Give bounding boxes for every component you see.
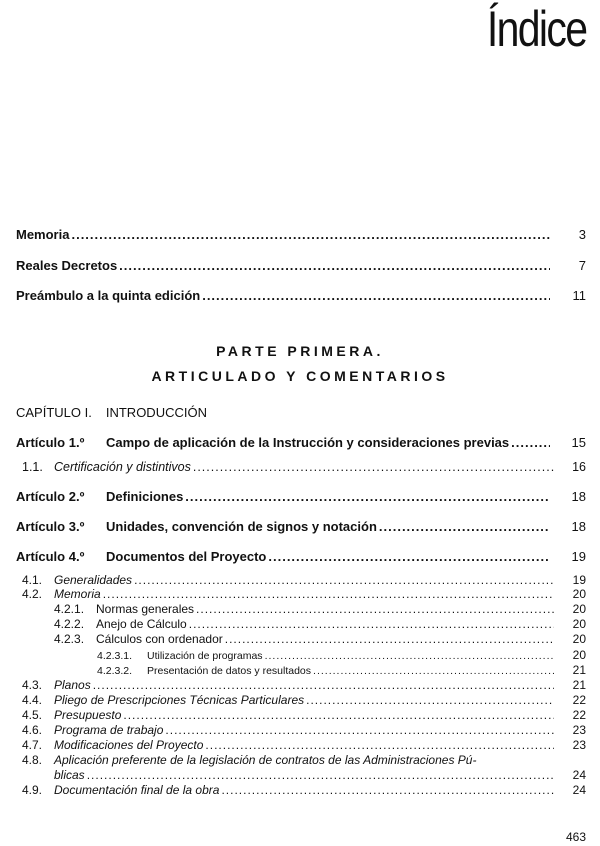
dot-leader [87, 768, 554, 782]
toc-section-4-7[interactable] [22, 738, 586, 752]
section-label [22, 738, 203, 752]
dot-leader [123, 708, 554, 722]
article-label [16, 435, 509, 450]
dot-leader [306, 693, 554, 707]
section-title: Utilización de programas [147, 650, 263, 662]
entry-page: 21 [572, 678, 586, 692]
section-label [22, 783, 219, 797]
toc-section-4-3[interactable] [22, 678, 586, 692]
section-label [22, 723, 163, 737]
toc-section-4-2-3[interactable] [54, 632, 586, 646]
toc-entry-preambulo[interactable] [16, 288, 586, 303]
entry-page: 22 [572, 708, 586, 722]
dot-leader [165, 723, 554, 737]
dot-leader [379, 519, 550, 534]
section-title: Aplicación preferente de la legislación de contratos de las Administraciones Pú- [54, 753, 477, 767]
dot-leader [193, 460, 554, 474]
chapter-number: CAPÍTULO I. [16, 405, 92, 420]
article-label [16, 549, 266, 564]
article-title: Unidades, convención de signos y notación [106, 519, 377, 534]
section-number: 4.2.3.2. [97, 665, 133, 677]
section-title: Cálculos con ordenador [96, 632, 223, 646]
entry-label: Memoria [16, 227, 70, 242]
dot-leader [134, 573, 554, 587]
section-label [54, 617, 187, 631]
section-title: Programa de trabajo [54, 723, 164, 737]
section-number: 4.3. [22, 678, 43, 692]
entry-page: 23 [572, 723, 586, 737]
section-label [22, 753, 476, 767]
toc-section-4-6[interactable] [22, 723, 586, 737]
toc-section-1-1[interactable] [22, 460, 586, 474]
section-title: Pliego de Prescripciones Técnicas Particulares [54, 693, 305, 707]
entry-page: 19 [571, 549, 586, 564]
section-number: 4.2.2. [54, 617, 85, 631]
entry-page: 16 [572, 460, 586, 474]
section-label [97, 650, 263, 662]
dot-leader [189, 617, 554, 631]
chapter-heading [16, 405, 207, 420]
entry-page: 19 [572, 573, 586, 587]
section-number: 4.6. [22, 723, 43, 737]
section-title: Presupuesto [54, 708, 122, 722]
section-number: 4.8. [22, 753, 43, 767]
section-label [22, 573, 132, 587]
toc-section-4-9[interactable] [22, 783, 586, 797]
toc-section-4-2[interactable] [22, 587, 586, 601]
entry-page: 24 [572, 783, 586, 797]
article-label [16, 489, 183, 504]
dot-leader [93, 678, 554, 692]
entry-page: 7 [578, 258, 586, 273]
section-title: Modificaciones del Proyecto [54, 738, 204, 752]
section-title: Documentación final de la obra [54, 783, 220, 797]
article-title: Documentos del Proyecto [106, 549, 267, 564]
entry-label: Reales Decretos [16, 258, 118, 273]
section-title: Planos [54, 678, 91, 692]
article-number: Artículo 1.º [16, 435, 85, 450]
section-number: 4.7. [22, 738, 43, 752]
entry-page: 15 [571, 435, 586, 450]
toc-section-4-4[interactable] [22, 693, 586, 707]
toc-article-4[interactable] [16, 549, 586, 564]
section-title: Certificación y distintivos [54, 460, 191, 474]
entry-page: 20 [572, 648, 586, 662]
section-title: Anejo de Cálculo [96, 617, 187, 631]
article-number: Artículo 4.º [16, 549, 85, 564]
section-label [54, 602, 194, 616]
entry-page: 24 [572, 768, 586, 782]
dot-leader [225, 632, 554, 646]
section-number: 4.4. [22, 693, 43, 707]
section-number: 4.9. [22, 783, 43, 797]
toc-section-4-8-line2[interactable] [54, 768, 586, 782]
entry-page: 20 [572, 602, 586, 616]
section-number: 4.2.3.1. [97, 650, 133, 662]
dot-leader [202, 288, 550, 303]
entry-page: 11 [572, 288, 586, 303]
section-title-continued: blicas [54, 768, 85, 782]
dot-leader [103, 587, 554, 601]
toc-article-1[interactable] [16, 435, 586, 450]
section-label [97, 665, 311, 677]
toc-section-4-5[interactable] [22, 708, 586, 722]
article-number: Artículo 2.º [16, 489, 85, 504]
article-number: Artículo 3.º [16, 519, 85, 534]
entry-label: Preámbulo a la quinta edición [16, 288, 201, 303]
toc-section-4-2-3-2[interactable] [97, 663, 586, 677]
toc-section-4-2-1[interactable] [54, 602, 586, 616]
section-number: 4.2.1. [54, 602, 85, 616]
dot-leader [265, 650, 554, 662]
section-number: 1.1. [22, 460, 43, 474]
dot-leader [119, 258, 550, 273]
part-subheading: ARTICULADO Y COMENTARIOS [151, 368, 449, 384]
dot-leader [71, 227, 550, 242]
toc-section-4-1[interactable] [22, 573, 586, 587]
section-number: 4.5. [22, 708, 43, 722]
page-number: 463 [565, 830, 586, 844]
dot-leader [221, 783, 554, 797]
section-label [22, 678, 91, 692]
section-number: 4.1. [22, 573, 43, 587]
section-label [22, 460, 191, 474]
section-number: 4.2. [22, 587, 43, 601]
dot-leader [511, 435, 550, 450]
entry-page: 20 [572, 617, 586, 631]
section-label [22, 693, 304, 707]
dot-leader [196, 602, 554, 616]
dot-leader [185, 489, 550, 504]
entry-page: 3 [578, 227, 586, 242]
entry-page: 20 [572, 587, 586, 601]
section-label [22, 708, 121, 722]
section-title: Presentación de datos y resultados [147, 665, 312, 677]
section-title: Generalidades [54, 573, 133, 587]
entry-page: 23 [572, 738, 586, 752]
toc-section-4-8-line1[interactable] [22, 753, 586, 767]
page-title: Índice [486, 1, 586, 57]
section-label [54, 632, 223, 646]
section-title: Normas generales [96, 602, 195, 616]
section-title: Memoria [54, 587, 101, 601]
entry-page: 18 [571, 519, 586, 534]
toc-entry-reales-decretos[interactable] [16, 258, 586, 273]
toc-section-4-2-3-1[interactable] [97, 648, 586, 662]
entry-page: 21 [572, 663, 586, 677]
entry-page: 18 [571, 489, 586, 504]
entry-page: 20 [572, 632, 586, 646]
article-title: Campo de aplicación de la Instrucción y consideraciones previas [106, 435, 510, 450]
article-title: Definiciones [106, 489, 184, 504]
dot-leader [205, 738, 554, 752]
toc-entry-memoria[interactable] [16, 227, 586, 242]
article-label [16, 519, 377, 534]
chapter-title: INTRODUCCIÓN [105, 405, 207, 420]
toc-section-4-2-2[interactable] [54, 617, 586, 631]
toc-article-3[interactable] [16, 519, 586, 534]
entry-page: 22 [572, 693, 586, 707]
part-heading: PARTE PRIMERA. [216, 343, 384, 359]
section-number: 4.2.3. [54, 632, 85, 646]
section-label [22, 587, 101, 601]
dot-leader [268, 549, 550, 564]
toc-article-2[interactable] [16, 489, 586, 504]
dot-leader [313, 665, 554, 677]
